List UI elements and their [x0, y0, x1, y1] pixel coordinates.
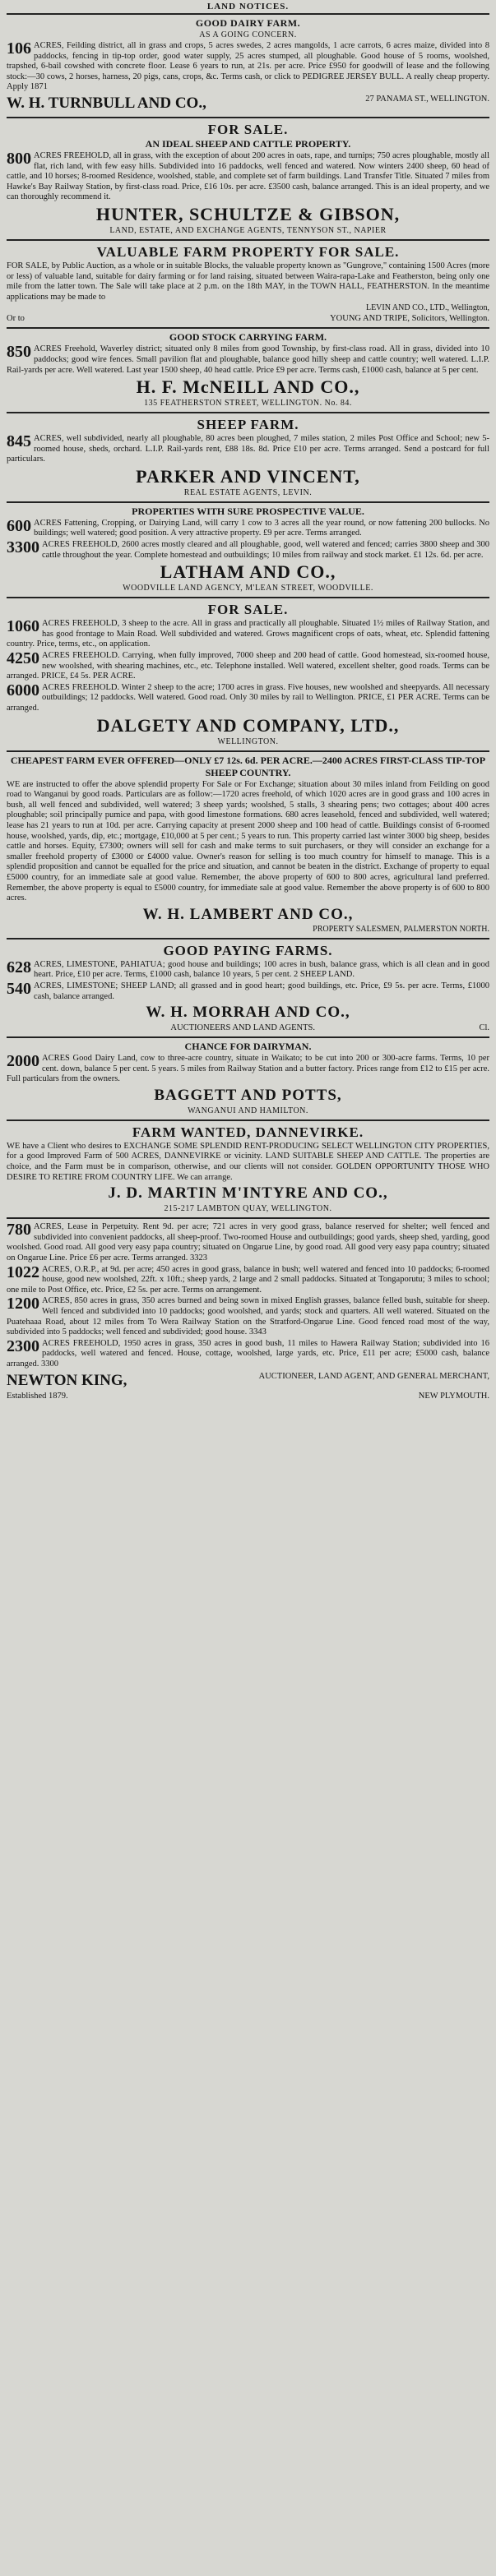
- ad-ref: 1871: [30, 82, 48, 92]
- ad-body: 106 ACRES, Feilding district, all in grass and crops, 5 acres swedes, 2 acres mangolds, 1 acre carrots, 6 acres maize, divided into 8 paddocks, fencing in tip-top order, good water supply, 25 acres stumped, all ploughable. Good house of 5 rooms, woolshed, trapshed, 6-bail cowshed with concrete floor. Lease 6 years to run, at 21s. per acre. Price £950 for goodwill of lease and the following stock:—30 cows, 2 horses, harness, 20 pigs, cans, crops, &c. Terms cash, or click to PEDIGREE JERSEY BULL. A really cheap property. Apply 1871: [7, 39, 489, 92]
- company-address: PROPERTY SALESMEN, PALMERSTON NORTH.: [313, 924, 489, 934]
- company-address: AUCTIONEERS AND LAND AGENTS.: [170, 1023, 316, 1033]
- acre-number: 2000: [7, 1052, 39, 1071]
- ad-dalgety: [7, 598, 489, 751]
- acre-number: 845: [7, 432, 31, 451]
- established: Established 1879.: [7, 1391, 68, 1401]
- ad-body: FOR SALE, by Public Auction, as a whole or in suitable Blocks, the valuable property known as "Gungrove," containing 1500 Acres (more or less) of valuable land, suitable for dairy farming or for land raising, situated between Waira-rapa-Lake and Featherston, being only one mile from the latter town. The Sale will take place at 2 p.m. on the 18th MAY, in the TOWN HALL, FEATHERSTON. In the meantime applications may be made to: [7, 261, 489, 302]
- acre-number: 1060: [7, 617, 39, 636]
- company-name: W. H. TURNBULL AND CO.,: [7, 94, 206, 112]
- ad-item: 1200 ACRES, 850 acres in grass, 350 acres burned and being sown in mixed English grasses, balance felled bush, suitable for sheep. Well fenced and subdivided into 10 paddocks; good woolshed, and yards; stock and quarters. All well watered. Situated on the Puatehaaa Road, about 12 miles from To Wera Railway Station on the Stratford-Ongarue Line. Good fenced road most of the way, subdivided into 5 paddocks; well fenced and subdivided; good house. 3343: [7, 1295, 489, 1337]
- acre-number: 1022: [7, 1263, 39, 1281]
- ad-heading: FOR SALE.: [207, 121, 289, 137]
- company-address: 215-217 LAMBTON QUAY, WELLINGTON.: [164, 1204, 332, 1214]
- ad-body: 850 ACRES Freehold, Waverley district; situated only 8 miles from good Township, by first-class road. All in grass, divided into 10 paddocks; good wire fences. Small pavilion flat and ploughable, balance good hilly sheep and cattle country; well watered. L.I.P. Rail-yards per acre. Well watered. Last year 1500 sheep, 40 head cattle. Price £9 per acre. Terms cash, £1000 cash, balance at 5 per cent.: [7, 343, 489, 375]
- acre-number: 6000: [7, 681, 39, 699]
- acre-number: 3300: [7, 538, 39, 557]
- company-name: NEWTON KING,: [7, 1371, 127, 1389]
- ad-sheep-cattle: [7, 118, 489, 241]
- ad-body: WE are instructed to offer the above splendid property For Sale or For Exchange; situation about 30 miles inland from Feilding on good road to Wanganui by good roads. Particulars are as follow:—1720 acres freehold, of which 1020 acres are in good grass and 100 acres in bush, all well fenced and subdivided, well watered; 3 sheep yards; woolshed, 5 stalls, 3 shearing pens; two cottages; about 400 acres ploughable; soil principally pumice and papa, with good limestone formations. 680 acres leasehold, fenced and subdivided, well watered; lease has 21 years to run at 10d. per acre. Carrying capacity at present 2000 sheep and 100 head of cattle. Buildings consist of 6-roomed house, woolshed, yards, dip, etc.; mortgage, £10,000 at 5 per cent.; 5 years to run. This property carried last winter 3000 big sheep, besides cattle and horses. Equity, £7300; owners will sell for cash and make terms to suit purchasers, or they will consider an exchange for a smaller freehold property of £3000 or £4000 value. Owner's reason for selling is too much country for himself to manage. This is a splendid proposition and cannot be equalled for the price and situation, and cannot be beaten in the district. Exchange of property to equal £5000 country, for an immediate sale at good value. Remember, the above property of 600 to 800 acres, agricultural land preferred. Remember, the above property is equal to £5000 country, for immediate sale at good value. Remember the above property is of 600 to 800 acres.: [7, 779, 489, 903]
- company-address: WOODVILLE LAND AGENCY, M'LEAN STREET, WOODVILLE.: [123, 584, 373, 593]
- company-address: 135 FEATHERSTON STREET, WELLINGTON. No. 84.: [144, 399, 352, 409]
- acre-number: 628: [7, 958, 31, 976]
- ad-heading: PROPERTIES WITH SURE PROSPECTIVE VALUE.: [132, 505, 364, 517]
- ad-item: 540 ACRES, LIMESTONE; SHEEP LAND; all grassed and in good heart; good buildings, etc. Price, £9 5s. per acre. Terms, £1000 cash, balance arranged.: [7, 979, 489, 1001]
- company-line: [7, 94, 489, 113]
- acre-number: 4250: [7, 649, 39, 668]
- ad-heading: GOOD STOCK CARRYING FARM.: [169, 331, 327, 344]
- company-town: NEW PLYMOUTH.: [418, 1391, 489, 1401]
- ad-prospective: [7, 503, 489, 598]
- acre-number: 540: [7, 979, 31, 998]
- company-name: LATHAM AND CO.,: [160, 561, 336, 583]
- acre-number: 600: [7, 516, 31, 535]
- ad-item: 1060 ACRES FREEHOLD, 3 sheep to the acre. All in grass and practically all ploughable. Situated 1½ miles of Railway Station, and has good frontage to Main Road. Well subdivided and watered. Grows magnificent crops of oats, wheat, etc. Splendid fattening country. Price, terms, etc., on application.: [7, 617, 489, 649]
- company-name: DALGETY AND COMPANY, LTD.,: [96, 714, 400, 736]
- ad-item: 628 ACRES, LIMESTONE, PAHIATUA; good house and buildings; 100 acres in bush, balance grass, which is all clean and in good heart. Price, £10 per acre. Terms, £1000 cash, balance 10 years, 5 per cent. 2 SHEEP LAND.: [7, 958, 489, 980]
- company-address: LAND, ESTATE, AND EXCHANGE AGENTS, TENNYSON ST., NAPIER: [109, 225, 387, 235]
- company-name: W. H. MORRAH AND CO.,: [146, 1004, 350, 1022]
- company-address: WANGANUI AND HAMILTON.: [188, 1106, 308, 1115]
- acre-number: 850: [7, 343, 31, 362]
- ad-farm-wanted: [7, 1121, 489, 1219]
- ad-item: 780 ACRES, Lease in Perpetuity. Rent 9d. per acre; 721 acres in very good grass, balance reserved for shelter; well fenced and subdivided into convenient paddocks, all sheep-proof. Two-roomed House and outbuildings; good yards, sheep shed, yarding, good woolshed. Good road. All good very easy papa country; situated on Ongarue Line, by good road. All good very easy papa country; situated on Ongarue Line. Price £6 per acre. Terms arranged. 3323: [7, 1221, 489, 1263]
- acre-number: 780: [7, 1221, 31, 1240]
- acre-number: 2300: [7, 1336, 39, 1355]
- ad-heading: GOOD DAIRY FARM.: [195, 17, 301, 29]
- ad-body-2: 3300 ACRES FREEHOLD, 2600 acres mostly cleared and all ploughable, good, well watered and fenced; carries 3800 sheep and 300 cattle throughout the year. Complete homestead and outbuildings; 10 miles from railway and stock market. £1 12s. 6d. per acre.: [7, 538, 489, 560]
- acre-number: 106: [7, 39, 31, 58]
- ad-subheading: AN IDEAL SHEEP AND CATTLE PROPERTY.: [145, 137, 351, 150]
- ad-body-1: 600 ACRES Fattening, Cropping, or Dairying Land, will carry 1 cow to 3 acres all the year round, or now fattening 200 bullocks. No buildings; well watered; good position. A very attractive property. £9 per acre. Terms arranged.: [7, 516, 489, 538]
- ad-dairyman: [7, 1038, 489, 1121]
- ad-heading: FARM WANTED, DANNEVIRKE.: [132, 1124, 364, 1140]
- ad-cheapest-farm: [7, 752, 489, 939]
- company-line: [7, 1371, 489, 1391]
- ad-item: 4250 ACRES FREEHOLD. Carrying, when fully improved, 7000 sheep and 200 head of cattle. Good homestead, six-roomed house, new woolshed, with shearing machines, etc., etc. Telephone installed. Well watered, excellent shelter, good roads. Terms can be arranged. PRICE, £4 5s. PER ACRE.: [7, 649, 489, 681]
- ad-item: 2300 ACRES FREEHOLD, 1950 acres in grass, 350 acres in good bush, 11 miles to Hawera Railway Station; subdivided into 16 paddocks, well watered and fenced. House, cottage, woolshed, large yards, etc. Price, £11 per acre; £5000 cash, balance arranged. 3300: [7, 1336, 489, 1369]
- company-name: H. F. McNEILL AND CO.,: [136, 376, 360, 398]
- ad-heading: CHANCE FOR DAIRYMAN.: [184, 1041, 312, 1053]
- ad-gungrove: [7, 241, 489, 329]
- company-name: BAGGETT AND POTTS,: [154, 1086, 342, 1104]
- company-tagline: AUCTIONEER, LAND AGENT, AND GENERAL MERCHANT,: [258, 1371, 489, 1381]
- ad-item: 6000 ACRES FREEHOLD. Winter 2 sheep to the acre; 1700 acres in grass. Five houses, new woolshed and sheepyards. All necessary outbuildings; 12 paddocks. Well watered. Good road. Only 30 miles by rail to Wellington. PRICE, £1 PER ACRE. Terms can be arranged.: [7, 681, 489, 713]
- company-footer: [7, 1391, 489, 1401]
- ad-heading: FOR SALE.: [207, 602, 289, 618]
- section-title: LAND NOTICES.: [7, 2, 489, 15]
- ad-heading: CHEAPEST FARM EVER OFFERED—ONLY £7 12s. 6d. PER ACRE.—2400 ACRES FIRST-CLASS TIP-TOP SHEEP COUNTRY.: [10, 754, 486, 778]
- company-address: WELLINGTON.: [217, 736, 279, 746]
- ad-body: 845 ACRES, well subdivided, nearly all ploughable, 80 acres been ploughed, 7 miles station, 2 miles Post Office and School; new 5-roomed house, sheds, orchard. L.I.P. Rail-yards rent, £88 18s. 8d. Price £10 per acre. Terms arranged. Send a postcard for full particulars.: [7, 432, 489, 464]
- agent-line: [7, 313, 489, 324]
- acre-number: 800: [7, 149, 31, 168]
- company-name: PARKER AND VINCENT,: [136, 465, 360, 487]
- agent-or: Or to: [7, 314, 25, 324]
- ad-dairy-farm: [7, 15, 489, 118]
- ad-heading: SHEEP FARM.: [197, 417, 299, 433]
- ad-subheading: AS A GOING CONCERN.: [199, 30, 297, 39]
- ad-sheep-farm: [7, 413, 489, 503]
- company-name: W. H. LAMBERT AND CO.,: [142, 905, 354, 923]
- address-line: [7, 1023, 489, 1033]
- ad-heading: VALUABLE FARM PROPERTY FOR SALE.: [96, 243, 400, 260]
- company-address: 27 PANAMA ST., WELLINGTON.: [365, 94, 489, 104]
- company-name: HUNTER, SCHULTZE & GIBSON,: [95, 203, 401, 224]
- ad-good-paying: [7, 939, 489, 1038]
- agent-young-tripe: YOUNG AND TRIPE, Solicitors, Wellington.: [330, 314, 489, 324]
- agent-levin: LEVIN AND CO., LTD., Wellington,: [365, 303, 489, 313]
- ad-body: WE have a Client who desires to EXCHANGE SOME SPLENDID RENT-PRODUCING SELECT WELLINGTON CITY PROPERTIES, for a good Improved Farm of 500 ACRES, DANNEVIRKE or vicinity. LAND SUITABLE SHEEP AND CATTLE. The properties are choice, and the Farm must be in comparison, otherwise, and our clients will not consider. GOLDEN OPPORTUNITY THOSE WHO DESIRE TO RETIRE FROM COUNTRY LIFE. We can arrange.: [7, 1141, 489, 1182]
- acre-number: 1200: [7, 1295, 39, 1313]
- ad-body: 2000 ACRES Good Dairy Land, cow to three-acre country, situate in Waikato; to be cut into 200 or 300-acre farms. Terms, 10 per cent. down, balance 5 per cent. 5 years. 5 miles from Railway Station and a butter factory. Prices range from £12 to £15 per acre. Full particulars from the owners.: [7, 1052, 489, 1084]
- company-name: J. D. MARTIN M'INTYRE AND CO.,: [108, 1184, 388, 1203]
- ad-stock-farm: [7, 329, 489, 413]
- ad-heading: GOOD PAYING FARMS.: [163, 942, 333, 958]
- ad-newton-king: [7, 1219, 489, 1404]
- ad-body: 800 ACRES FREEHOLD, all in grass, with the exception of about 200 acres in oats, rape, and turnips; 750 acres ploughable, mostly all flat, rich land, with few easy hills. Subdivided into 16 paddocks, well fenced and watered. Now winters 2400 sheep, 60 head of cattle, and 10 horses; 8-roomed Residence, woolshed, stable, and complete set of farm buildings. Land Transfer Title. Situated 7 miles from Hawke's Bay Railway Station, by first-class road. Price, £16 10s. per acre. £3500 cash, balance arranged. This is an ideal property, and we can thoroughly recommend it.: [7, 149, 489, 202]
- ad-ref: Cl.: [479, 1023, 489, 1033]
- company-address: REAL ESTATE AGENTS, LEVIN.: [183, 487, 313, 497]
- ad-item: 1022 ACRES, O.R.P., at 9d. per acre; 450 acres in good grass, balance in bush; well watered and fenced into 10 paddocks; 6-roomed house, good new woolshed, 22ft. x 10ft.; sheep yards, 2 large and 2 small paddocks. Situated at Tongaporutu; 3 miles to school; one mile to Post Office, etc. Price, £2 5s. per acre. Terms on arrangement.: [7, 1263, 489, 1295]
